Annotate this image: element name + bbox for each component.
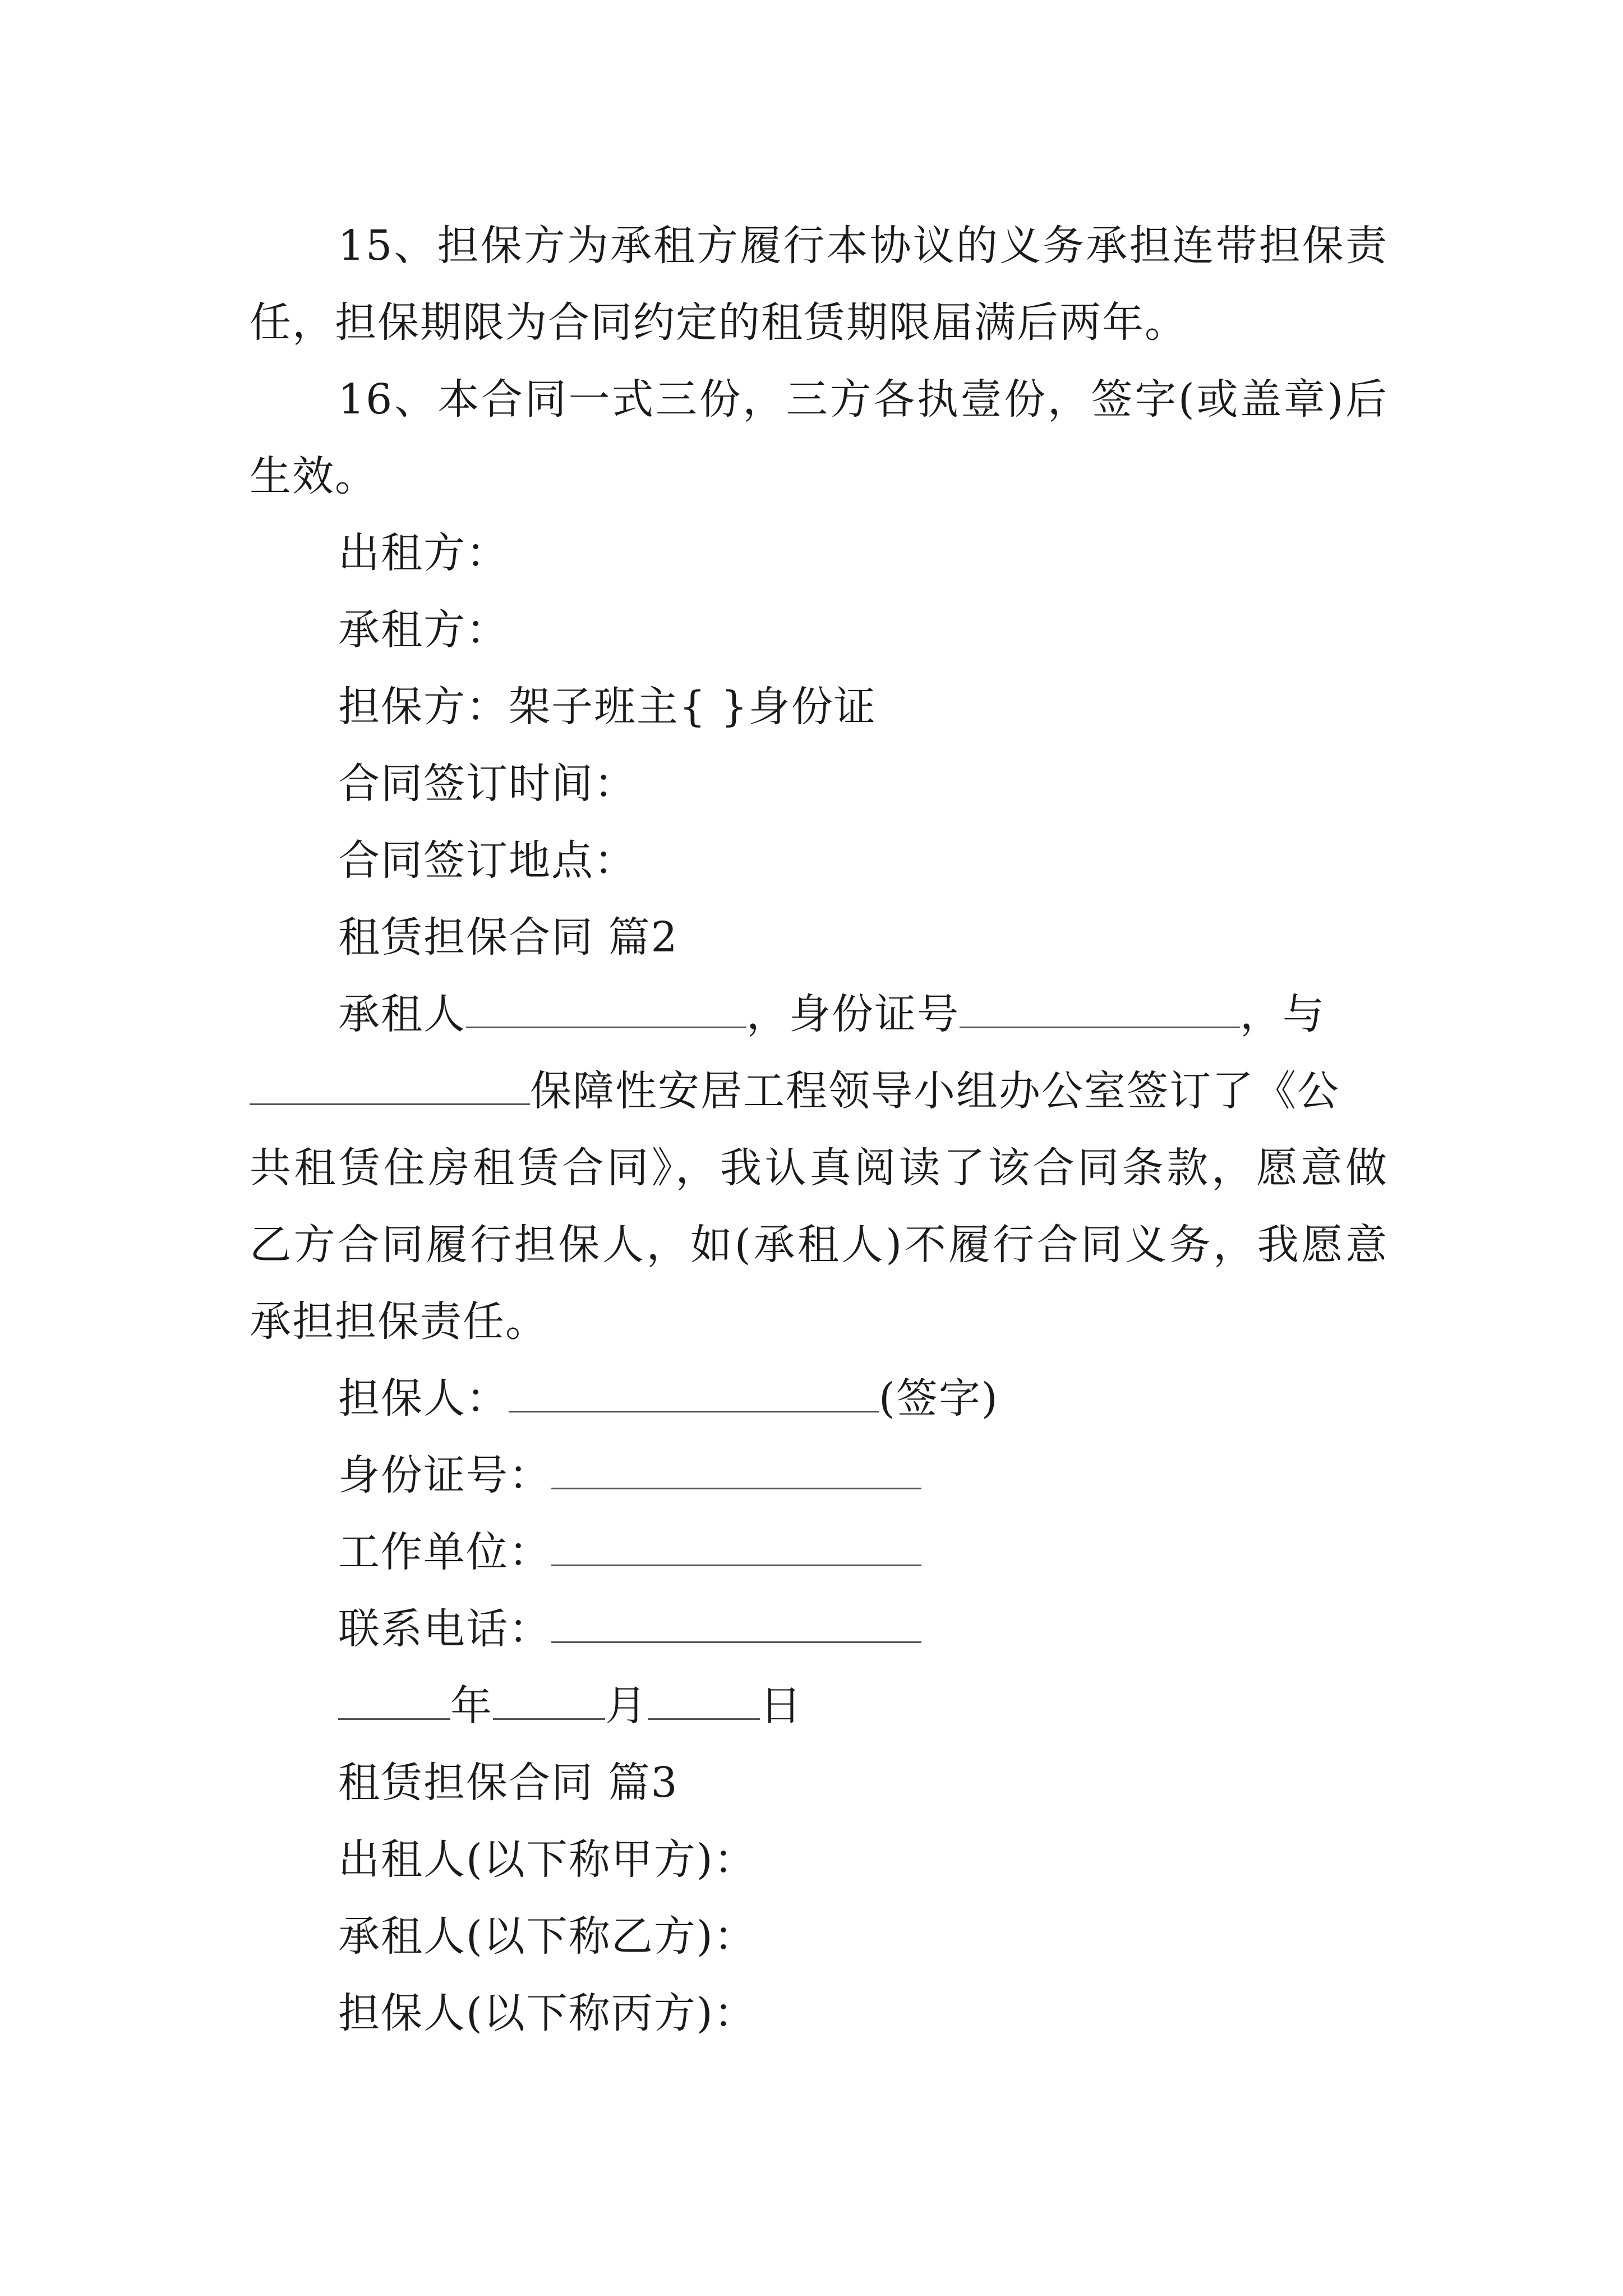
phone-label: 联系电话： [338,1605,551,1653]
paragraph-line: 16、本合同一式三份，三方各执壹份，签字(或盖章)后 [338,375,1388,424]
paragraph-line: 共租赁住房租赁合同》，我认真阅读了该合同条款，愿意做 [250,1144,1388,1192]
month-blank [493,1682,605,1720]
section-title: 租赁担保合同 篇3 [338,1759,679,1807]
lessee-label: 承租方： [338,606,509,654]
lessee-label: 承租人 [338,990,466,1038]
document-body [250,208,1388,2052]
paragraph-line: 任，担保期限为合同约定的租赁期限届满后两年。 [250,298,1187,347]
party-a-label: 出租人(以下称甲方)： [338,1835,757,1884]
paragraph-line [250,1053,1388,1130]
day-blank [648,1682,760,1720]
sign-suffix: (签字) [879,1374,999,1423]
day-label: 日 [760,1682,803,1730]
work-unit-label: 工作单位： [338,1528,551,1576]
year-blank [338,1682,450,1720]
party-c-label: 担保人(以下称丙方)： [338,1989,757,2037]
id-number-label: ，身份证号 [746,990,960,1038]
id-number-blank [960,991,1240,1028]
paragraph-line: 承担担保责任。 [250,1297,548,1346]
work-unit-blank [551,1529,921,1566]
date-line [250,1668,1388,1745]
signing-place-label: 合同签订地点： [338,836,637,885]
signing-time-label: 合同签订时间： [338,760,637,808]
year-label: 年 [450,1682,493,1730]
paragraph-line: 乙方合同履行担保人，如(承租人)不履行合同义务，我愿意 [250,1221,1388,1269]
lessee-name-blank [466,991,746,1028]
with-label: ，与 [1240,990,1325,1038]
section-title: 租赁担保合同 篇2 [338,913,679,961]
guarantor-sign-line [250,1360,1388,1437]
guarantor-label: 担保人： [338,1374,509,1423]
id-number-blank [551,1452,921,1489]
paragraph-line: 生效。 [250,452,377,500]
paragraph-line: 15、担保方为承租方履行本协议的义务承担连带担保责 [338,222,1388,270]
month-label: 月 [605,1682,648,1730]
lessee-id-line [250,976,1388,1053]
phone-line [250,1591,1388,1668]
id-number-line [250,1437,1388,1514]
office-name-blank [250,1068,530,1105]
phone-blank [551,1605,921,1643]
paragraph-text: 保障性安居工程领导小组办公室签订了《公 [530,1067,1340,1115]
id-number-label: 身份证号： [338,1451,551,1499]
work-unit-line [250,1514,1388,1591]
lessor-label: 出租方： [338,529,509,577]
guarantor-sign-blank [509,1375,879,1412]
party-b-label: 承租人(以下称乙方)： [338,1912,757,1961]
guarantor-line: 担保方：架子班主{ }身份证 [338,683,877,731]
